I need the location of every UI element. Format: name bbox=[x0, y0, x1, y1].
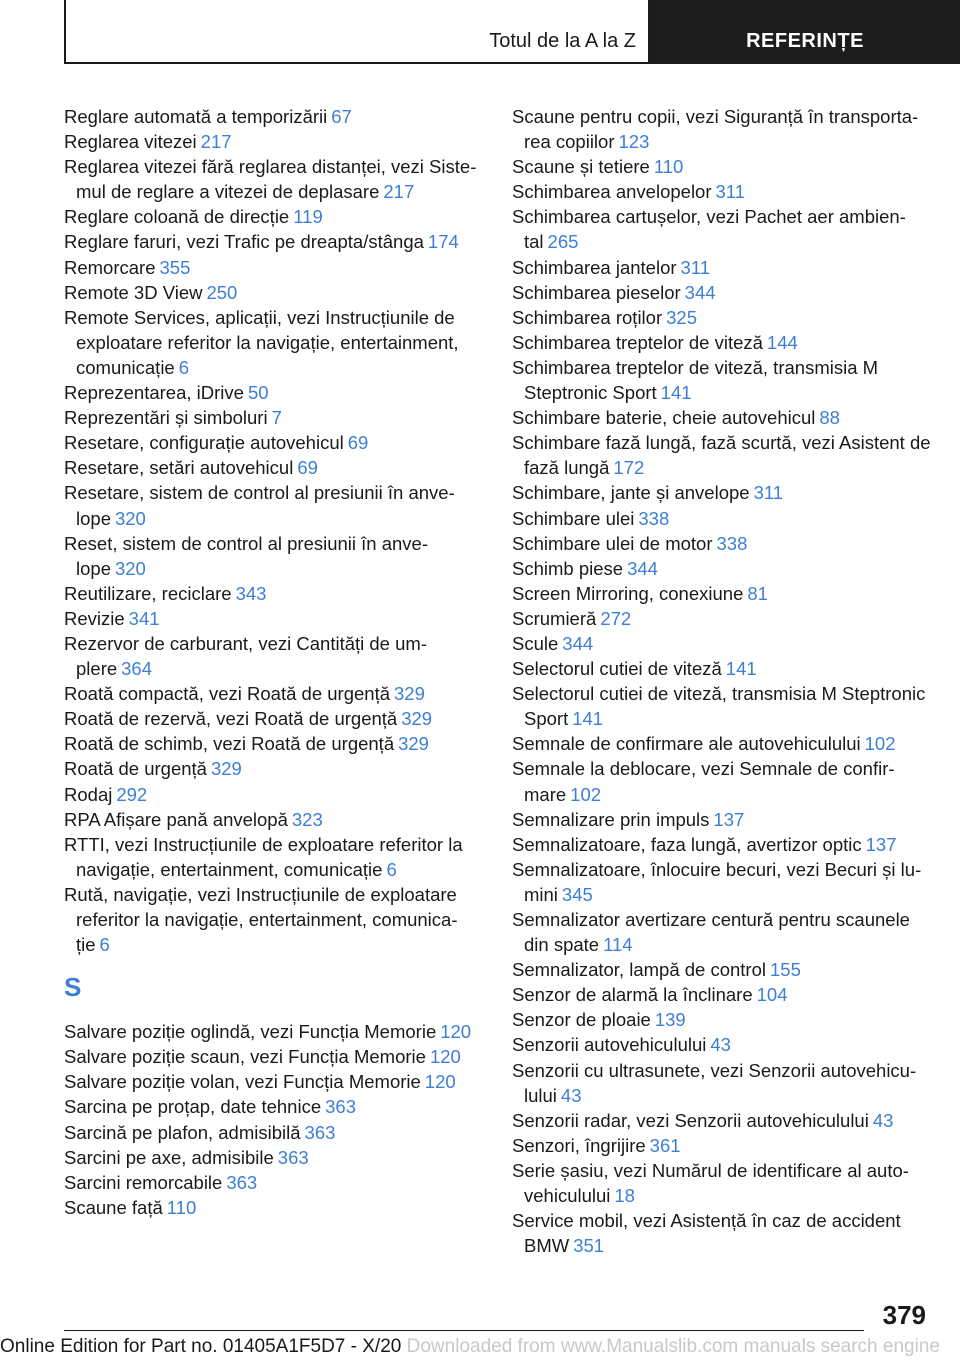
index-entry-text: Sarcini remorcabile bbox=[64, 1171, 223, 1193]
index-list-s-continued bbox=[512, 104, 932, 1258]
index-entry-page-link[interactable]: 265 bbox=[547, 231, 579, 253]
index-entry-text: Senzori, îngrijire bbox=[512, 1134, 646, 1156]
index-entry-text: Senzorii autovehiculului bbox=[512, 1034, 707, 1056]
index-entry-page-link[interactable]: 7 bbox=[271, 407, 282, 429]
index-column-right bbox=[512, 104, 932, 1258]
index-entry bbox=[64, 405, 484, 430]
index-entry-text: Scrumieră bbox=[512, 607, 597, 629]
index-entry bbox=[64, 631, 484, 681]
index-entry-page-link[interactable]: 69 bbox=[297, 457, 318, 479]
index-entry bbox=[512, 531, 932, 556]
index-entry-page-link[interactable]: 43 bbox=[872, 1109, 894, 1131]
footer-watermark: Downloaded from www.Manualslib.com manuals search engine bbox=[406, 1336, 940, 1357]
index-entry bbox=[64, 1044, 484, 1069]
index-entry-page-link[interactable]: 88 bbox=[819, 407, 840, 429]
index-entry bbox=[64, 104, 484, 129]
index-entry-page-link[interactable]: 144 bbox=[766, 331, 798, 353]
index-entry-page-link[interactable]: 338 bbox=[716, 532, 748, 554]
index-entry bbox=[64, 229, 484, 254]
index-entry-text: Schimbarea roților bbox=[512, 306, 663, 328]
index-entry-page-link[interactable]: 102 bbox=[864, 733, 896, 755]
index-entry-text: Selectorul cutiei de viteză bbox=[512, 658, 722, 680]
index-entry-text: Schimbare fază lungă, fază scurtă, vezi Asistent de fază lungă bbox=[512, 432, 931, 479]
index-entry-page-link[interactable]: 141 bbox=[572, 708, 604, 730]
index-entry bbox=[512, 330, 932, 355]
index-entry-text: Schimbarea cartușelor, vezi Pachet aer ambiental bbox=[512, 206, 906, 253]
index-entry-text: Reset, sistem de control al presiunii în anvelope bbox=[64, 532, 429, 579]
index-entry-text: Semnalizator, lampă de control bbox=[512, 959, 766, 981]
index-entry bbox=[64, 782, 484, 807]
section-letter-s: S bbox=[64, 972, 82, 1003]
index-entry-text: Schimbare baterie, cheie autovehicul bbox=[512, 407, 816, 429]
index-entry bbox=[512, 1007, 932, 1032]
index-entry bbox=[64, 154, 484, 204]
index-entry-page-link[interactable]: 341 bbox=[128, 607, 160, 629]
index-entry-text: Senzor de alarmă la înclinare bbox=[512, 984, 753, 1006]
index-entry-page-link[interactable]: 120 bbox=[440, 1021, 472, 1043]
index-entry-text: Schimbarea treptelor de viteză bbox=[512, 331, 763, 353]
index-entry bbox=[64, 305, 484, 380]
page-number: 379 bbox=[882, 1300, 926, 1330]
index-entry bbox=[64, 204, 484, 229]
index-entry bbox=[64, 606, 484, 631]
index-entry-text: Resetare, setări autovehicul bbox=[64, 457, 294, 479]
index-entry bbox=[64, 1069, 484, 1094]
index-entry-page-link[interactable]: 272 bbox=[600, 607, 632, 629]
index-entry-text: Schimbarea jantelor bbox=[512, 256, 677, 278]
index-entry bbox=[512, 305, 932, 330]
index-entry-text: Reglarea vitezei fără reglarea distanței, vezi Sistemul de reglare a vitezei de deplasare bbox=[64, 156, 477, 203]
index-entry-text: Schimbarea anvelopelor bbox=[512, 181, 712, 203]
index-entry-page-link[interactable]: 120 bbox=[424, 1071, 456, 1093]
index-entry-page-link[interactable]: 69 bbox=[347, 432, 369, 454]
index-entry-text: Semnalizatoare, faza lungă, avertizor optic bbox=[512, 833, 862, 855]
index-entry bbox=[64, 1195, 484, 1220]
index-entry-page-link[interactable]: 363 bbox=[277, 1146, 309, 1168]
index-entry-page-link[interactable]: 329 bbox=[401, 708, 433, 730]
index-entry bbox=[64, 706, 484, 731]
index-entry bbox=[512, 355, 932, 405]
index-entry bbox=[512, 480, 932, 505]
index-entry-page-link[interactable]: 344 bbox=[627, 557, 658, 579]
index-entry-page-link[interactable]: 325 bbox=[666, 306, 697, 328]
index-entry bbox=[512, 1058, 932, 1108]
index-entry bbox=[64, 455, 484, 480]
index-entry-text: Scaune față bbox=[64, 1196, 163, 1218]
index-entry-page-link[interactable]: 311 bbox=[680, 256, 711, 278]
index-entry bbox=[512, 606, 932, 631]
index-entry bbox=[512, 430, 932, 480]
index-entry-text: Schimbare, jante și anvelope bbox=[512, 482, 750, 504]
index-entry-text: Schimbarea treptelor de viteză, transmisia M Steptronic Sport bbox=[512, 356, 879, 404]
index-entry-page-link[interactable]: 344 bbox=[562, 632, 594, 654]
index-entry-page-link[interactable]: 323 bbox=[291, 808, 323, 830]
index-entry bbox=[512, 1158, 932, 1208]
index-entry bbox=[64, 129, 484, 154]
index-entry-text: Schimb piese bbox=[512, 557, 624, 579]
index-entry-page-link[interactable]: 120 bbox=[429, 1046, 461, 1068]
index-entry-page-link[interactable]: 6 bbox=[99, 934, 110, 956]
index-entry bbox=[512, 756, 932, 806]
index-entry-text: Sarcină pe plafon, admisibilă bbox=[64, 1121, 301, 1143]
index-entry-page-link[interactable]: 137 bbox=[713, 808, 745, 830]
index-entry-text: Schimbare ulei de motor bbox=[512, 532, 713, 554]
index-entry-page-link[interactable]: 361 bbox=[649, 1134, 681, 1156]
index-list-s bbox=[64, 1019, 484, 1220]
index-entry-page-link[interactable]: 50 bbox=[247, 382, 269, 404]
index-entry-text: Reglare faruri, vezi Trafic pe dreapta/stânga bbox=[64, 231, 424, 253]
index-entry-page-link[interactable]: 329 bbox=[394, 683, 425, 705]
index-entry-page-link[interactable]: 363 bbox=[325, 1096, 356, 1118]
index-entry-text: Selectorul cutiei de viteză, transmisia M Steptronic Sport bbox=[512, 683, 926, 730]
header-section-box bbox=[650, 0, 960, 64]
index-entry-text: Reglare automată a temporizării bbox=[64, 106, 328, 127]
index-entry bbox=[512, 204, 932, 254]
index-entry-text: Rodaj bbox=[64, 783, 113, 805]
index-entry bbox=[512, 1108, 932, 1133]
index-entry-page-link[interactable]: 110 bbox=[166, 1196, 197, 1218]
index-entry bbox=[512, 731, 932, 756]
index-entry bbox=[64, 430, 484, 455]
index-entry-page-link[interactable]: 119 bbox=[293, 206, 323, 228]
index-entry-text: Scaune și tetiere bbox=[512, 156, 650, 178]
index-entry bbox=[512, 1133, 932, 1158]
index-entry-text: Senzorii radar, vezi Senzorii autovehiculului bbox=[512, 1109, 869, 1131]
index-entry-text: Revizie bbox=[64, 607, 125, 629]
index-entry-text: Remorcare bbox=[64, 256, 156, 278]
index-entry-text: Reprezentarea, iDrive bbox=[64, 382, 244, 404]
index-entry-page-link[interactable]: 329 bbox=[398, 733, 429, 755]
index-entry-page-link[interactable]: 292 bbox=[116, 783, 148, 805]
index-entry bbox=[512, 179, 932, 204]
index-entry-page-link[interactable]: 351 bbox=[573, 1235, 605, 1257]
index-entry-page-link[interactable]: 320 bbox=[114, 507, 146, 529]
index-entry-text: Semnale de confirmare ale autovehiculului bbox=[512, 733, 861, 755]
index-entry-text: Rută, navigație, vezi Instrucțiunile de exploatare referitor la navigație, entertainment, comunicație bbox=[64, 883, 458, 956]
index-entry bbox=[64, 480, 484, 530]
index-entry bbox=[512, 1032, 932, 1057]
index-entry bbox=[512, 982, 932, 1007]
index-entry bbox=[512, 280, 932, 305]
index-entry-text: RPA Afișare pană anvelopă bbox=[64, 808, 288, 830]
index-entry-text: Reprezentări și simboluri bbox=[64, 407, 268, 429]
index-entry-page-link[interactable]: 345 bbox=[561, 883, 593, 905]
index-entry bbox=[512, 656, 932, 681]
index-entry bbox=[64, 255, 484, 280]
index-entry bbox=[64, 1145, 484, 1170]
index-entry-page-link[interactable]: 250 bbox=[206, 281, 238, 303]
index-entry-page-link[interactable]: 364 bbox=[121, 658, 153, 680]
index-entry-page-link[interactable]: 363 bbox=[304, 1121, 336, 1143]
footer bbox=[0, 1336, 960, 1358]
index-entry bbox=[64, 756, 484, 781]
index-entry-page-link[interactable]: 18 bbox=[614, 1185, 635, 1207]
index-entry-text: Semnale la deblocare, vezi Semnale de confirmare bbox=[512, 758, 895, 805]
index-entry-page-link[interactable]: 6 bbox=[386, 858, 397, 880]
index-entry bbox=[64, 832, 484, 882]
index-entry-page-link[interactable]: 137 bbox=[865, 833, 897, 855]
index-entry-page-link[interactable]: 67 bbox=[331, 106, 352, 127]
index-entry-text: Roată de schimb, vezi Roată de urgență bbox=[64, 733, 395, 755]
index-entry-page-link[interactable]: 174 bbox=[427, 231, 459, 253]
index-entry-page-link[interactable]: 104 bbox=[756, 984, 788, 1006]
index-entry-page-link[interactable]: 338 bbox=[638, 507, 670, 529]
index-entry bbox=[64, 1094, 484, 1119]
index-entry bbox=[64, 280, 484, 305]
footer-divider bbox=[64, 1330, 864, 1331]
index-entry-text: Screen Mirroring, conexiune bbox=[512, 582, 744, 604]
index-entry bbox=[64, 882, 484, 957]
index-entry bbox=[512, 1208, 932, 1258]
index-entry bbox=[64, 380, 484, 405]
index-entry-text: Semnalizatoare, înlocuire becuri, vezi Becuri și lumini bbox=[512, 858, 922, 905]
index-entry-page-link[interactable]: 110 bbox=[653, 156, 684, 178]
index-entry-text: Roată compactă, vezi Roată de urgență bbox=[64, 683, 390, 705]
index-entry-text: Roată de rezervă, vezi Roată de urgență bbox=[64, 708, 398, 730]
index-entry bbox=[64, 681, 484, 706]
index-entry-page-link[interactable]: 217 bbox=[200, 131, 232, 153]
index-entry-text: Sarcini pe axe, admisibile bbox=[64, 1146, 274, 1168]
footer-edition: Online Edition for Part no. 01405A1F5D7 - X/20 bbox=[0, 1336, 402, 1357]
index-entry-text: Scaune pentru copii, vezi Siguranță în transportarea copiilor bbox=[512, 106, 919, 153]
index-entry-text: RTTI, vezi Instrucțiunile de exploatare referitor la navigație, entertainment, comunicație bbox=[64, 833, 463, 880]
index-entry-text: Reglare coloană de direcție bbox=[64, 206, 290, 228]
index-entry-page-link[interactable]: 114 bbox=[603, 934, 633, 956]
index-entry-text: Salvare poziție volan, vezi Funcția Memorie bbox=[64, 1071, 421, 1093]
index-entry bbox=[512, 631, 932, 656]
index-entry bbox=[512, 832, 932, 857]
index-entry bbox=[64, 807, 484, 832]
index-entry-page-link[interactable]: 363 bbox=[226, 1171, 258, 1193]
index-entry-text: Remote 3D View bbox=[64, 281, 203, 303]
index-entry bbox=[512, 556, 932, 581]
index-entry-text: Schimbarea pieselor bbox=[512, 281, 681, 303]
index-entry-text: Senzorii cu ultrasunete, vezi Senzorii autovehiculului bbox=[512, 1059, 917, 1106]
index-column-left bbox=[64, 104, 484, 1220]
index-entry-page-link[interactable]: 343 bbox=[235, 582, 267, 604]
index-entry-text: Semnalizator avertizare centură pentru scaunele din spate bbox=[512, 909, 910, 956]
index-entry-page-link[interactable]: 172 bbox=[613, 457, 645, 479]
index-entry bbox=[512, 681, 932, 731]
index-entry bbox=[512, 405, 932, 430]
index-entry bbox=[64, 731, 484, 756]
header-section-label: REFERINȚE bbox=[746, 30, 864, 52]
index-entry bbox=[64, 1019, 484, 1044]
index-entry-text: Resetare, sistem de control al presiunii în anvelope bbox=[64, 482, 455, 529]
index-entry-text: Sarcina pe proțap, date tehnice bbox=[64, 1096, 322, 1118]
index-entry-text: Senzor de ploaie bbox=[512, 1009, 651, 1031]
index-entry-text: Salvare poziție oglindă, vezi Funcția Memorie bbox=[64, 1021, 437, 1043]
index-entry-page-link[interactable]: 311 bbox=[753, 482, 784, 504]
index-entry bbox=[64, 1120, 484, 1145]
index-entry-text: Resetare, configurație autovehicul bbox=[64, 432, 344, 454]
index-entry bbox=[512, 255, 932, 280]
index-entry bbox=[512, 857, 932, 907]
index-entry-page-link[interactable]: 311 bbox=[715, 181, 746, 203]
index-entry-page-link[interactable]: 141 bbox=[660, 382, 692, 404]
index-entry-page-link[interactable]: 355 bbox=[159, 256, 191, 278]
index-entry-page-link[interactable]: 141 bbox=[725, 658, 757, 680]
index-entry-text: Roată de urgență bbox=[64, 758, 207, 780]
index-entry bbox=[64, 581, 484, 606]
index-entry-text: Remote Services, aplicații, vezi Instrucțiunile de exploatare referitor la navigație, entertainment, comunicație bbox=[64, 306, 459, 378]
index-entry bbox=[512, 907, 932, 957]
index-entry bbox=[512, 957, 932, 982]
header-title: Totul de la A la Z bbox=[489, 30, 636, 52]
index-entry bbox=[512, 807, 932, 832]
index-entry-page-link[interactable]: 43 bbox=[560, 1084, 582, 1106]
index-entry-text: Reglarea vitezei bbox=[64, 131, 197, 153]
index-entry-text: Salvare poziție scaun, vezi Funcția Memorie bbox=[64, 1046, 426, 1068]
index-entry bbox=[64, 1170, 484, 1195]
index-entry-text: Schimbare ulei bbox=[512, 507, 635, 529]
index-entry-page-link[interactable]: 102 bbox=[570, 783, 602, 805]
index-entry bbox=[512, 581, 932, 606]
index-entry-page-link[interactable]: 217 bbox=[383, 181, 415, 203]
index-entry bbox=[64, 531, 484, 581]
index-list-r bbox=[64, 104, 484, 957]
index-entry-text: Serie șasiu, vezi Numărul de identificare al autovehiculului bbox=[512, 1159, 909, 1207]
index-entry-text: Semnalizare prin impuls bbox=[512, 808, 710, 830]
index-entry-text: Scule bbox=[512, 632, 559, 654]
index-entry bbox=[512, 104, 932, 154]
index-entry-page-link[interactable]: 155 bbox=[770, 959, 801, 981]
index-entry-page-link[interactable]: 6 bbox=[178, 356, 190, 378]
header-title-box bbox=[64, 0, 650, 64]
index-entry-text: Service mobil, vezi Asistență în caz de accident BMW bbox=[512, 1210, 901, 1257]
index-entry-page-link[interactable]: 344 bbox=[684, 281, 716, 303]
index-entry-page-link[interactable]: 81 bbox=[747, 582, 768, 604]
index-entry-page-link[interactable]: 139 bbox=[654, 1009, 686, 1031]
index-entry-page-link[interactable]: 123 bbox=[618, 131, 650, 153]
index-entry-page-link[interactable]: 320 bbox=[114, 557, 146, 579]
index-entry-page-link[interactable]: 329 bbox=[210, 758, 242, 780]
index-entry bbox=[512, 506, 932, 531]
index-entry-text: Rezervor de carburant, vezi Cantități de umplere bbox=[64, 632, 427, 680]
index-entry-text: Reutilizare, reciclare bbox=[64, 582, 232, 604]
index-entry-page-link[interactable]: 43 bbox=[710, 1034, 731, 1056]
index-entry bbox=[512, 154, 932, 179]
